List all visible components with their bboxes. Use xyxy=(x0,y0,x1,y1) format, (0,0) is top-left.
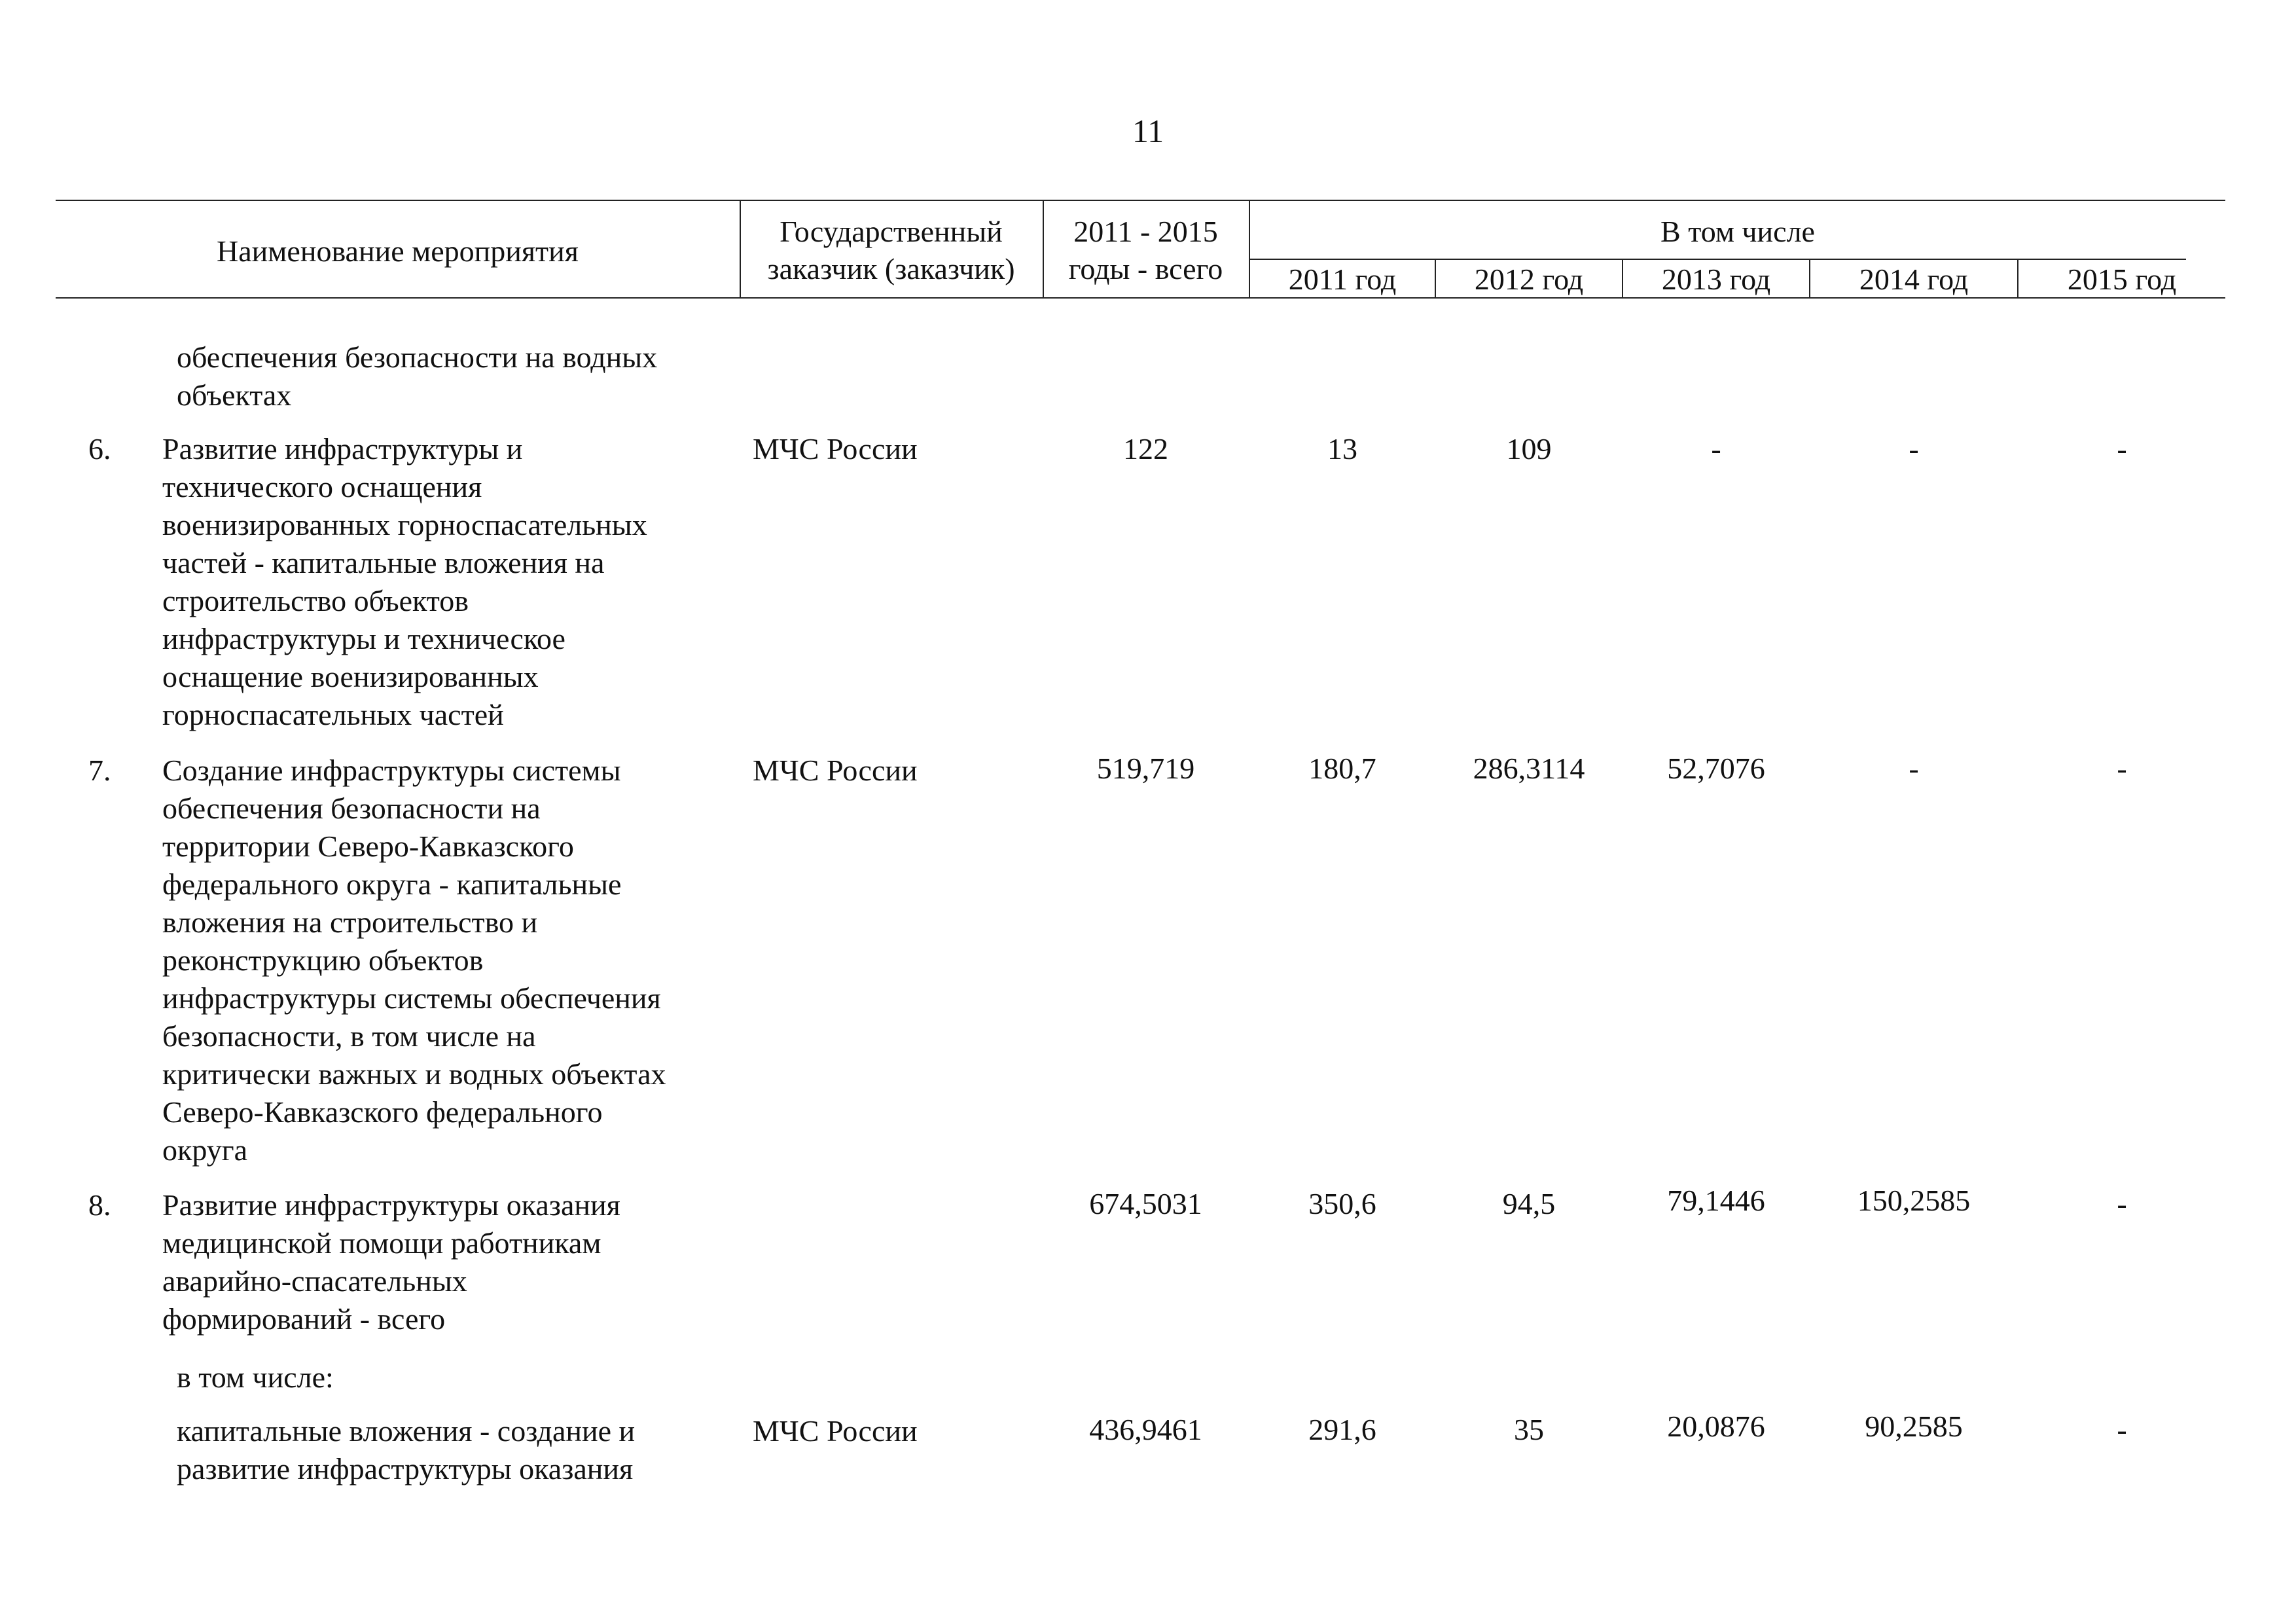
row-year-2013: 79,1446 xyxy=(1667,1184,1765,1217)
header-year-2015: 2015 год xyxy=(2067,263,2177,296)
row-year-2014: - xyxy=(1909,752,1919,785)
row-customer: МЧС России xyxy=(753,432,918,465)
row-customer: МЧС России xyxy=(753,754,918,787)
row-number: 8. xyxy=(88,1188,111,1222)
header-customer xyxy=(740,213,1043,287)
row-name: Развитие инфраструктуры оказания медицинской помощи работникам аварийно-спасательных формирований - всего xyxy=(162,1188,620,1336)
row-year-2013: 20,0876 xyxy=(1667,1410,1765,1443)
table-top-rule xyxy=(56,200,2225,201)
row-year-2014: 150,2585 xyxy=(1857,1184,1971,1217)
header-name: Наименование мероприятия xyxy=(217,234,579,268)
row-name: в том числе: xyxy=(177,1360,334,1394)
row-year-2014: 90,2585 xyxy=(1865,1410,1963,1443)
page-number: 11 xyxy=(1132,113,1164,149)
row-year-2011: 13 xyxy=(1327,432,1357,465)
header-year-2013: 2013 год xyxy=(1661,263,1771,296)
row-year-2012: 109 xyxy=(1506,432,1552,465)
header-total-line1: 2011 - 2015 xyxy=(1073,215,1218,248)
header-customer-line2: заказчик (заказчик) xyxy=(767,252,1015,285)
row-number: 6. xyxy=(88,432,111,465)
row-year-2015: - xyxy=(2117,752,2127,785)
row-name: Создание инфраструктуры системы обеспечения безопасности на территории Северо-Кавказского федерального округа - капитальные вложения на строительство и реконструкцию объектов инфраструктуры системы обеспечения безопасности, в том числе на критически важных и водных объектах Северо-Кавказского федерального округа xyxy=(162,754,666,1167)
row-name: капитальные вложения - создание и развитие инфраструктуры оказания xyxy=(177,1414,636,1486)
row-total: 122 xyxy=(1123,432,1168,465)
row-year-2015: - xyxy=(2117,1413,2127,1446)
row-number: 7. xyxy=(88,754,111,787)
row-customer: МЧС России xyxy=(753,1414,918,1448)
header-total-line2: годы - всего xyxy=(1068,252,1223,285)
row-year-2013: 52,7076 xyxy=(1667,752,1765,785)
row-name: Развитие инфраструктуры и технического оснащения военизированных горноспасательных частей - капитальные вложения на строительство объектов инфраструктуры и техническое оснащение военизированных горноспасательных частей xyxy=(162,432,647,731)
row-total: 436,9461 xyxy=(1089,1413,1202,1446)
row-year-2011: 180,7 xyxy=(1308,752,1376,785)
row-name: обеспечения безопасности на водных объектах xyxy=(177,340,658,412)
header-customer-line1: Государственный xyxy=(780,215,1003,248)
row-year-2011: 291,6 xyxy=(1308,1413,1376,1446)
header-including: В том числе xyxy=(1660,215,1815,248)
row-year-2012: 286,3114 xyxy=(1473,752,1585,785)
header-year-2014: 2014 год xyxy=(1859,263,1969,296)
row-total: 674,5031 xyxy=(1089,1187,1202,1220)
row-year-2014: - xyxy=(1909,432,1919,465)
row-total: 519,719 xyxy=(1096,752,1195,785)
header-year-2012: 2012 год xyxy=(1474,263,1584,296)
row-year-2012: 94,5 xyxy=(1502,1187,1556,1220)
row-year-2012: 35 xyxy=(1514,1413,1544,1446)
row-year-2015: - xyxy=(2117,432,2127,465)
row-year-2015: - xyxy=(2117,1187,2127,1220)
row-year-2011: 350,6 xyxy=(1308,1187,1376,1220)
row-year-2013: - xyxy=(1711,432,1721,465)
header-inner-rule xyxy=(1250,259,2186,260)
header-year-2011: 2011 год xyxy=(1288,263,1397,296)
header-total xyxy=(1043,213,1249,287)
